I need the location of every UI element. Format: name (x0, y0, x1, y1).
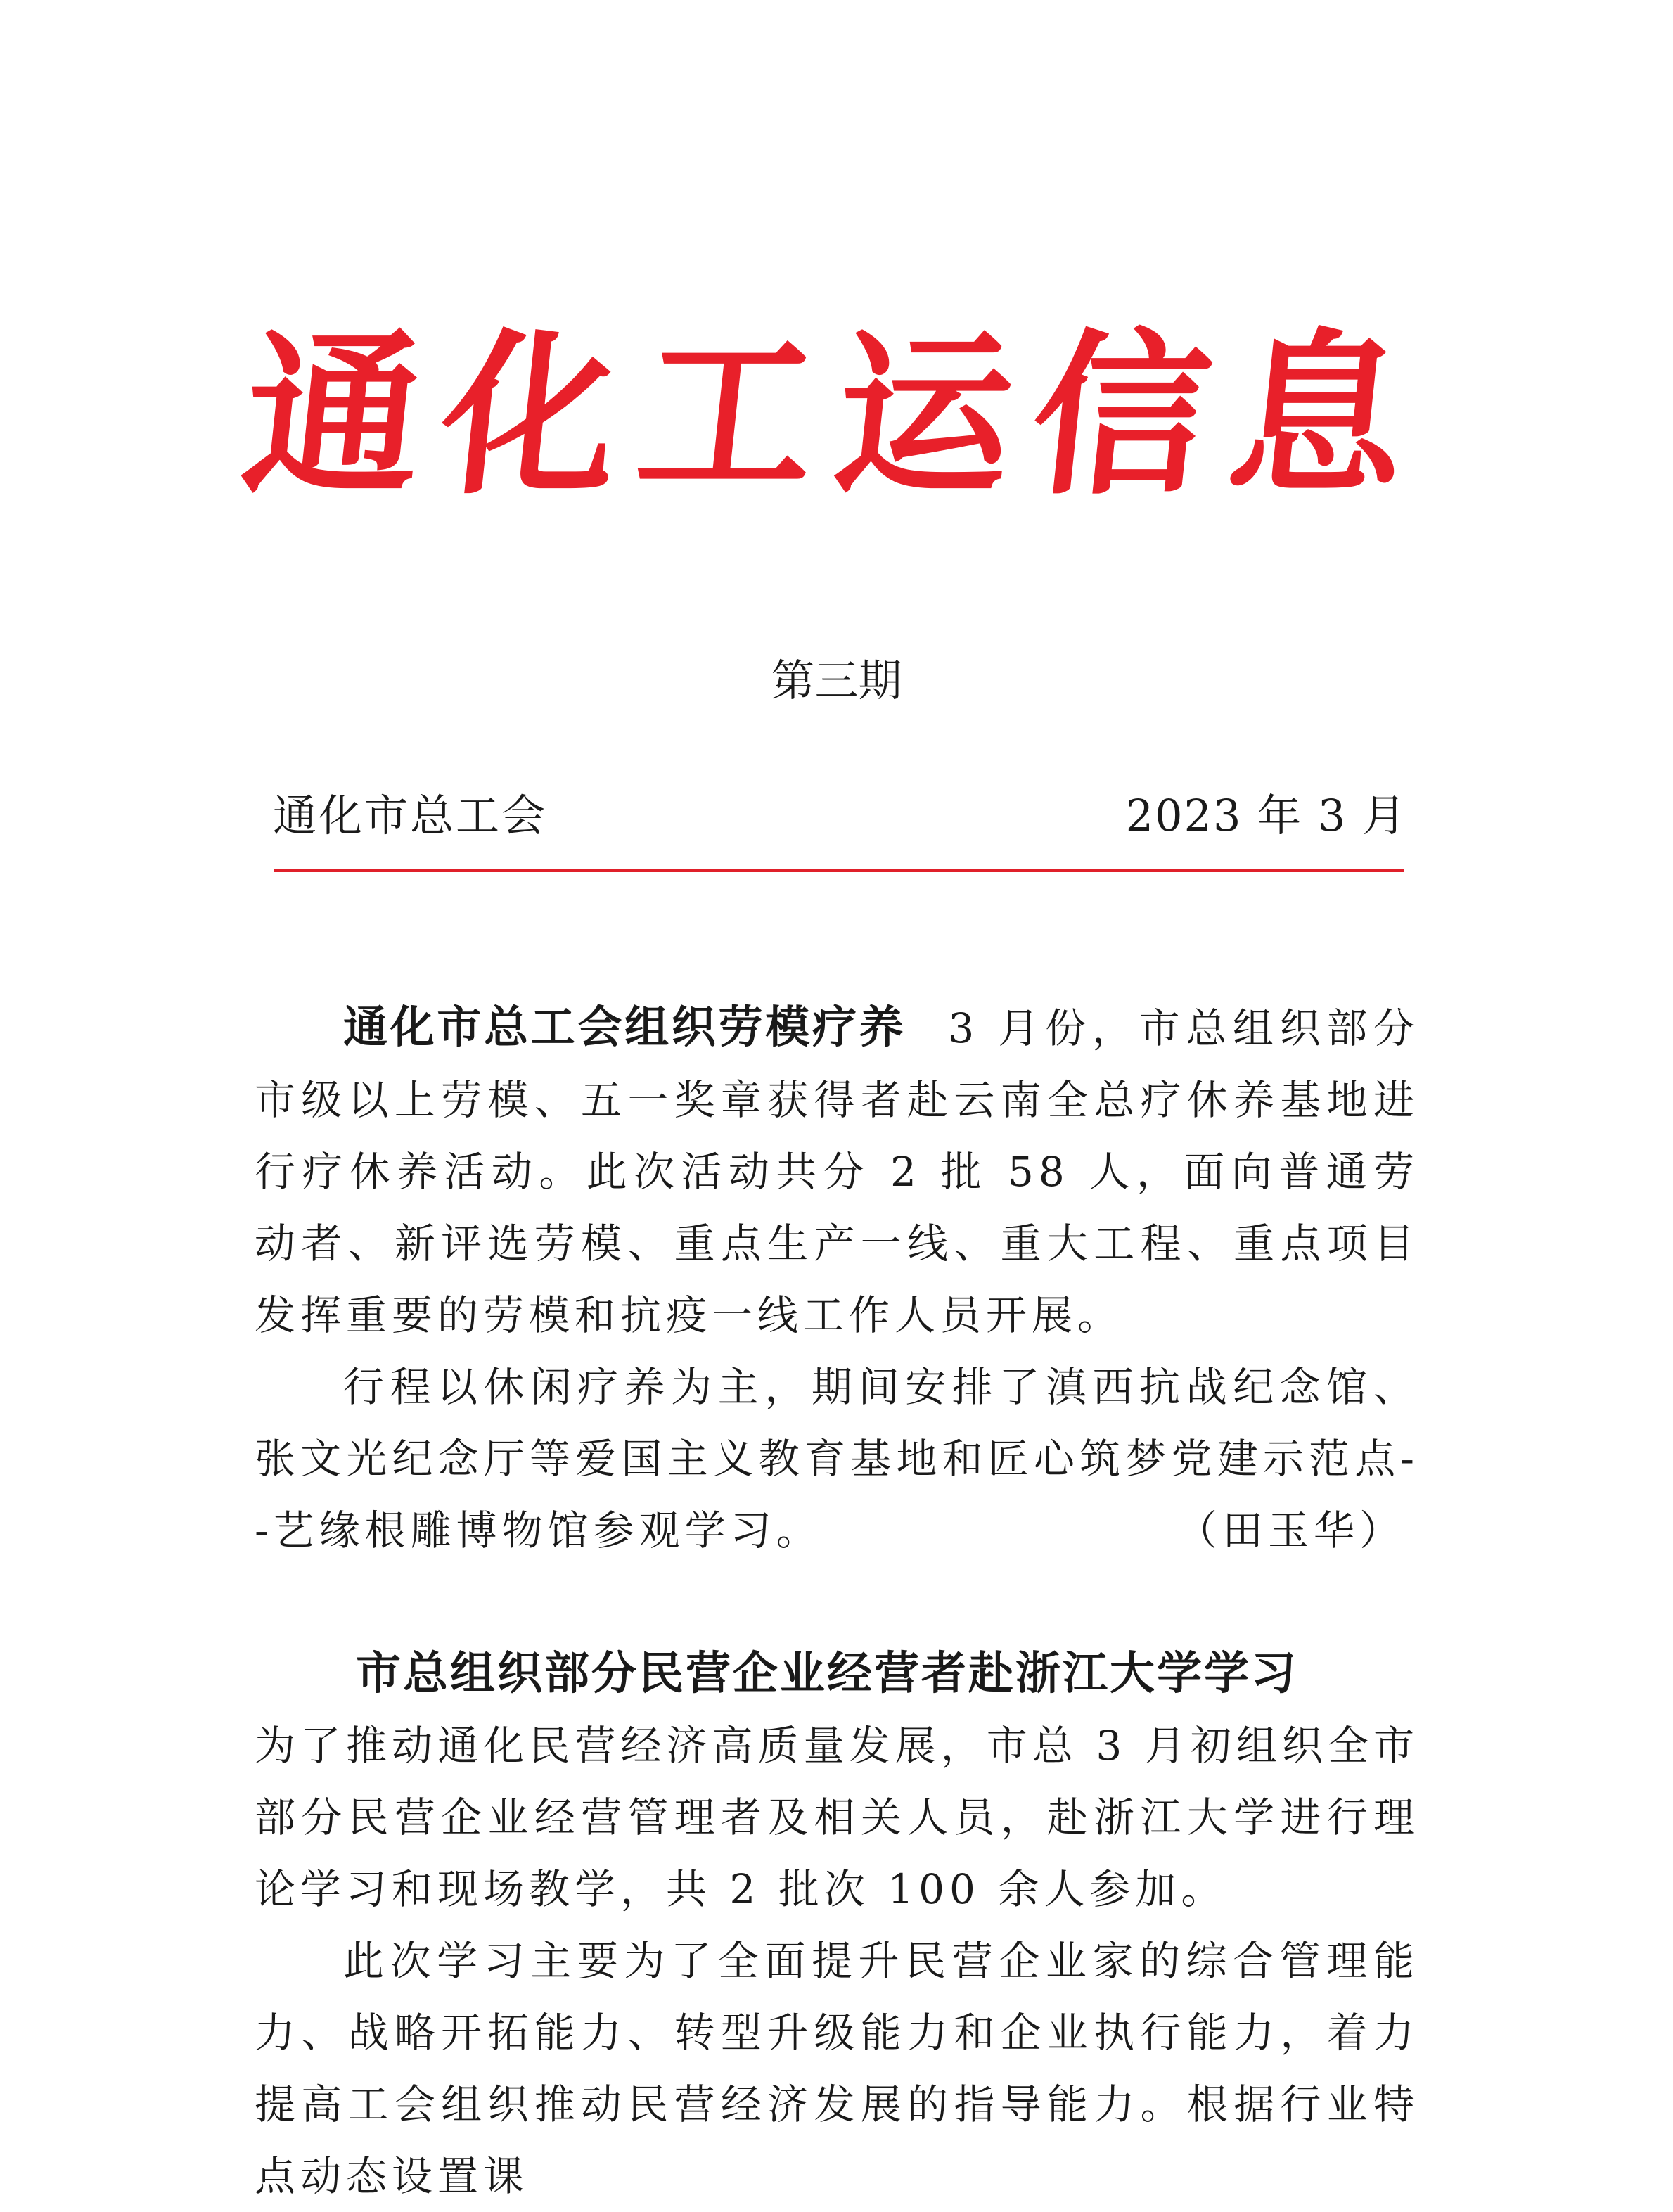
article1-p2-text: 行程以休闲疗养为主，期间安排了滇西抗战纪念馆、张文光纪念厅等爱国主义教育基地和匠心筑梦党建示范点--艺缘根雕博物馆参观学习。 (255, 1363, 1419, 1554)
article2-paragraph-2: 此次学习主要为了全面提升民营企业家的综合管理能力、战略开拓能力、转型升级能力和企业执行能力，着力提高工会组织推动民营经济发展的指导能力。根据行业特点动态设置课 (255, 1937, 1419, 2200)
red-divider (274, 869, 1404, 872)
publisher-name: 通化市总工会 (273, 790, 548, 841)
masthead-title: 通化工运信息 (235, 312, 1438, 518)
article1-lead-text: 3 月份，市总组织部分市级以上劳模、五一奖章获得者赴云南全总疗休养基地进行疗休养活动。此次活动共分 2 批 58 人，面向普通劳动者、新评选劳模、重点生产一线、重大工程、重点项目发挥重要的劳模和抗疫一线工作人员开展。 (255, 1004, 1419, 1339)
publication-date: 2023 年 3 月 (1125, 790, 1407, 841)
article-body (255, 992, 1419, 2212)
article1-title: 通化市总工会组织劳模疗养 (343, 1002, 906, 1053)
article1-paragraph-2 (255, 1351, 1419, 1566)
article1-lead-paragraph (255, 992, 1419, 1351)
article2-paragraph-1: 为了推动通化民营经济高质量发展，市总 3 月初组织全市部分民营企业经营管理者及相关人员，赴浙江大学进行理论学习和现场教学，共 2 批次 100 余人参加。 (255, 1722, 1419, 1913)
article2-title: 市总组织部分民营企业经营者赴浙江大学学习 (356, 1648, 1298, 1700)
issue-number: 第三期 (771, 655, 902, 706)
article1-author: （田玉华） (1176, 1507, 1405, 1554)
